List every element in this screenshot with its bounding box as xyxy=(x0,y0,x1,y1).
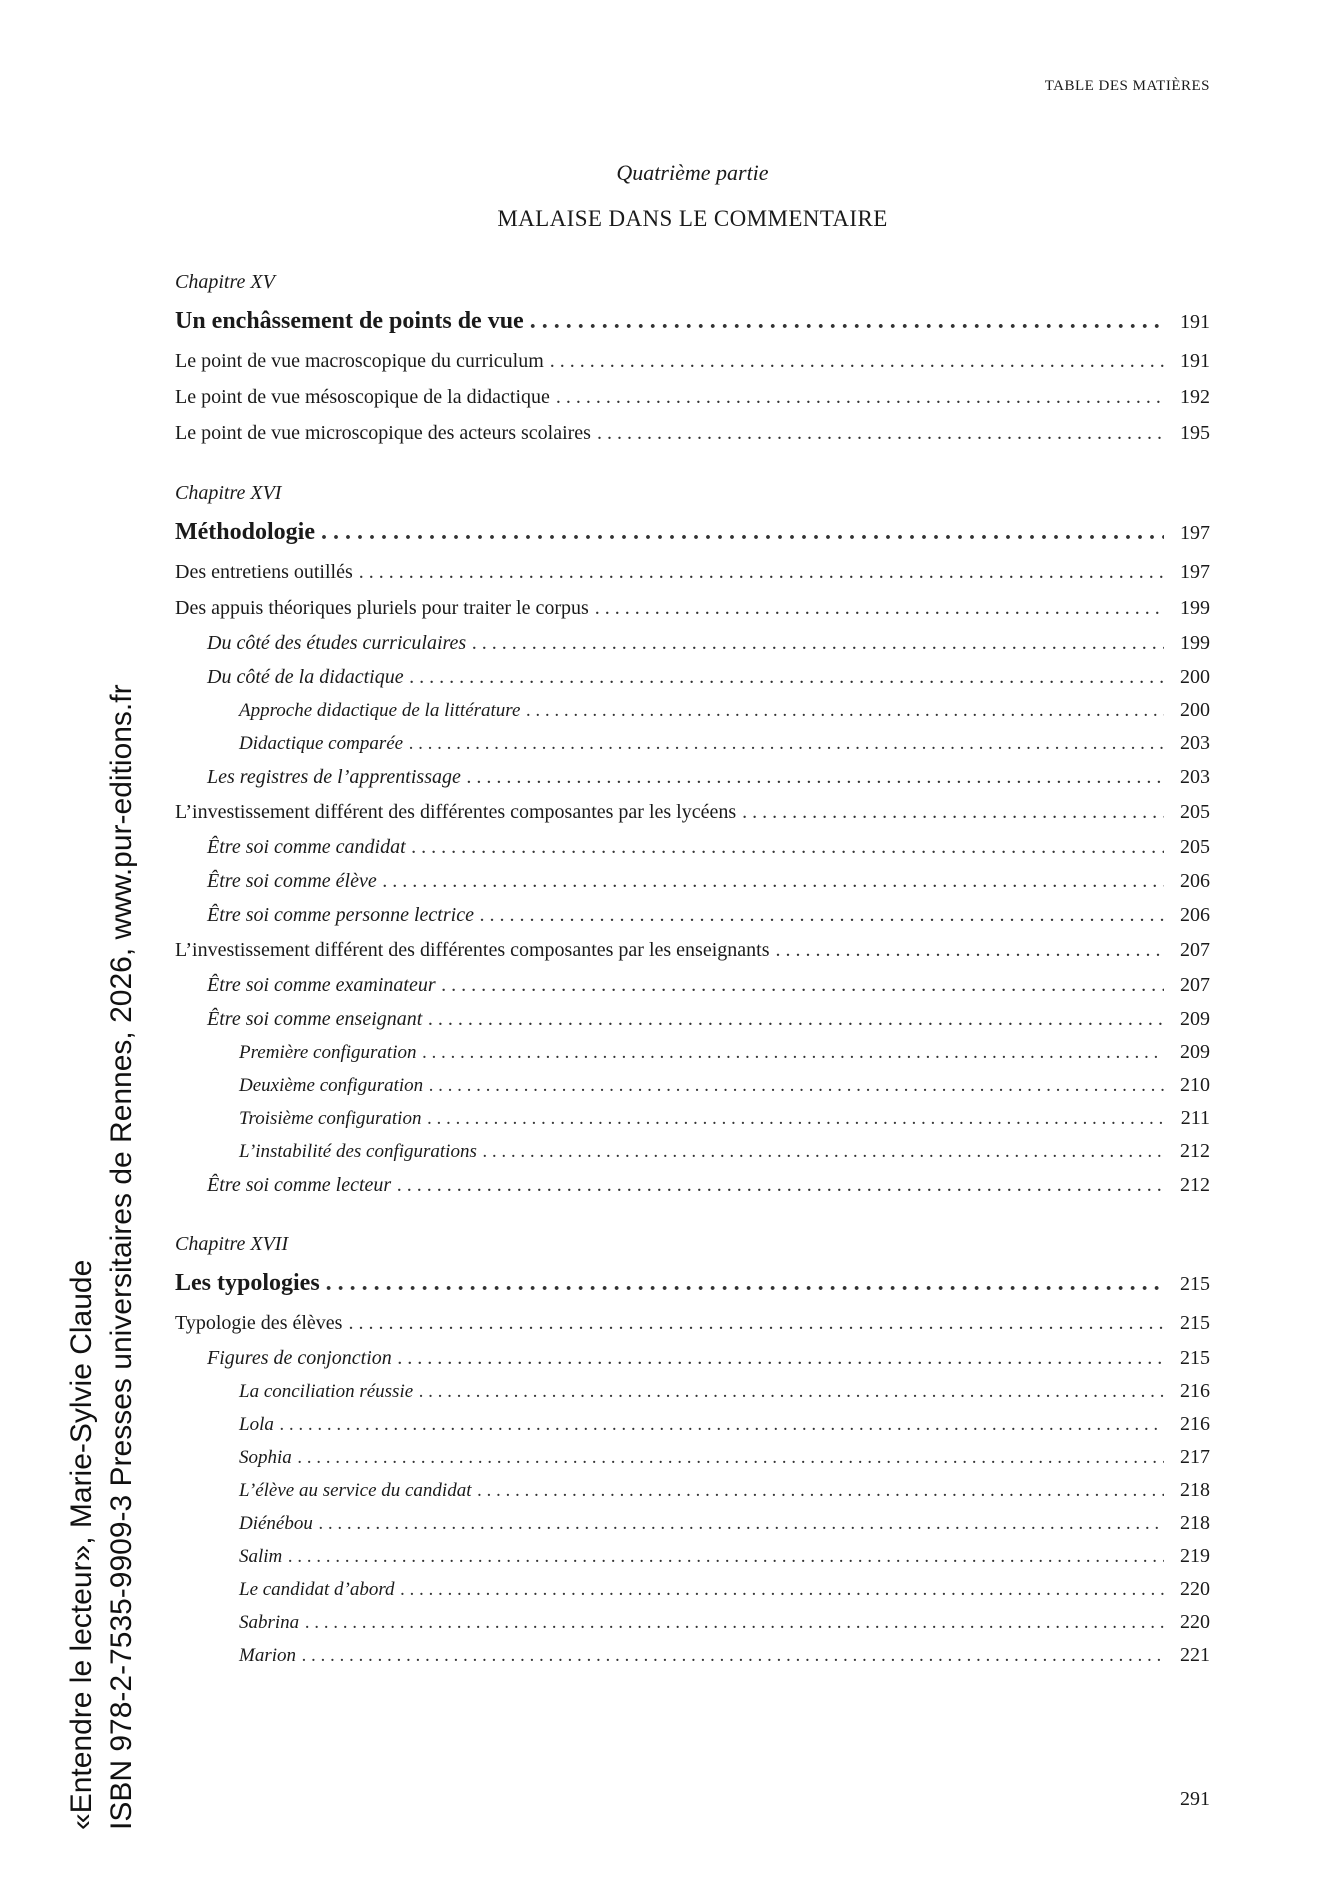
toc-entry xyxy=(175,1341,1210,1375)
dot-leader xyxy=(472,626,1164,660)
toc-entry-page: 199 xyxy=(1180,597,1210,619)
toc-entry-title: Les typologies xyxy=(175,1270,320,1296)
toc-entry-page: 203 xyxy=(1180,732,1210,754)
chapter-title-entry xyxy=(175,300,1210,343)
toc-entry xyxy=(175,1540,1210,1573)
toc-entry xyxy=(175,1135,1210,1168)
page-number: 291 xyxy=(1180,1788,1210,1810)
dot-leader xyxy=(419,1376,1164,1408)
toc-entry-title: La conciliation réussie xyxy=(239,1381,414,1402)
toc-entry-title: Du côté des études curriculaires xyxy=(207,632,467,654)
toc-entry-page: 206 xyxy=(1180,870,1210,892)
dot-leader xyxy=(412,830,1164,864)
toc-entry-page: 197 xyxy=(1180,561,1210,583)
toc-entry-page: 197 xyxy=(1180,522,1210,544)
toc-entry-title: L’instabilité des configurations xyxy=(239,1141,477,1162)
toc-entry xyxy=(175,1036,1210,1069)
toc-entry-title: Typologie des élèves xyxy=(175,1312,343,1334)
dot-leader xyxy=(427,1103,1164,1135)
dot-leader xyxy=(326,1262,1164,1304)
toc-entry-title: Didactique comparée xyxy=(239,733,404,754)
toc-entry-page: 215 xyxy=(1180,1273,1210,1295)
toc-entry-title: Des entretiens outillés xyxy=(175,561,353,583)
toc-entry-page: 218 xyxy=(1180,1479,1210,1501)
toc-entry-page: 210 xyxy=(1180,1074,1210,1096)
chapter-section xyxy=(175,1230,1210,1672)
dot-leader xyxy=(397,1168,1164,1202)
dot-leader xyxy=(429,1070,1164,1102)
dot-leader xyxy=(478,1475,1165,1507)
dot-leader xyxy=(298,1442,1164,1474)
table-of-contents xyxy=(175,268,1210,1700)
toc-entry xyxy=(175,590,1210,626)
chapter-title-entry xyxy=(175,511,1210,554)
toc-entry-title: Être soi comme élève xyxy=(207,870,377,892)
toc-entry-page: 205 xyxy=(1180,801,1210,823)
toc-entry-page: 212 xyxy=(1180,1174,1210,1196)
toc-entry xyxy=(175,727,1210,760)
toc-entry-title: Les registres de l’apprentissage xyxy=(207,766,461,788)
toc-entry-page: 206 xyxy=(1180,904,1210,926)
copyright-watermark xyxy=(62,684,142,1830)
toc-entry-page: 215 xyxy=(1180,1347,1210,1369)
toc-entry-page: 219 xyxy=(1180,1545,1210,1567)
dot-leader xyxy=(550,343,1164,379)
toc-entry-page: 192 xyxy=(1180,386,1210,408)
toc-entry-page: 211 xyxy=(1180,1107,1210,1129)
dot-leader xyxy=(467,760,1164,794)
dot-leader xyxy=(530,300,1164,342)
chapter-label: Chapitre XVII xyxy=(175,1233,289,1255)
dot-leader xyxy=(401,1574,1164,1606)
toc-entry-title: Être soi comme examinateur xyxy=(207,974,436,996)
toc-entry-title: Sabrina xyxy=(239,1612,300,1633)
part-title: MALAISE DANS LE COMMENTAIRE xyxy=(497,206,888,231)
toc-entry-title: Le point de vue microscopique des acteurs scolaires xyxy=(175,422,591,444)
toc-entry xyxy=(175,694,1210,727)
toc-entry xyxy=(175,830,1210,864)
toc-entry xyxy=(175,379,1210,415)
dot-leader xyxy=(305,1607,1164,1639)
toc-entry xyxy=(175,1102,1210,1135)
dot-leader xyxy=(348,1305,1164,1341)
toc-entry-title: Un enchâssement de points de vue xyxy=(175,308,524,334)
toc-entry-title: Première configuration xyxy=(239,1042,417,1063)
toc-entry-title: Figures de conjonction xyxy=(207,1347,392,1369)
toc-entry xyxy=(175,1507,1210,1540)
toc-entry-page: 220 xyxy=(1180,1578,1210,1600)
toc-entry xyxy=(175,898,1210,932)
toc-entry-page: 199 xyxy=(1180,632,1210,654)
toc-entry-title: Troisième configuration xyxy=(239,1108,422,1129)
toc-entry xyxy=(175,415,1210,451)
part-label: Quatrième partie xyxy=(616,160,769,185)
toc-entry xyxy=(175,660,1210,694)
dot-leader xyxy=(398,1341,1164,1375)
dot-leader xyxy=(319,1508,1164,1540)
toc-entry-page: 221 xyxy=(1180,1644,1210,1666)
dot-leader xyxy=(428,1002,1164,1036)
toc-entry-title: Approche didactique de la littérature xyxy=(239,700,521,721)
toc-entry-title: Le candidat d’abord xyxy=(239,1579,395,1600)
toc-entry-page: 203 xyxy=(1180,766,1210,788)
toc-entry xyxy=(175,1069,1210,1102)
dot-leader xyxy=(280,1409,1164,1441)
toc-entry xyxy=(175,1573,1210,1606)
toc-entry-page: 212 xyxy=(1180,1140,1210,1162)
toc-entry xyxy=(175,864,1210,898)
toc-entry xyxy=(175,1305,1210,1341)
dot-leader xyxy=(383,864,1164,898)
toc-entry xyxy=(175,343,1210,379)
dot-leader xyxy=(409,728,1164,760)
dot-leader xyxy=(359,554,1164,590)
toc-entry-title: Marion xyxy=(239,1645,296,1666)
toc-entry-page: 200 xyxy=(1180,666,1210,688)
toc-entry xyxy=(175,932,1210,968)
toc-entry-title: Être soi comme candidat xyxy=(207,836,406,858)
toc-entry xyxy=(175,1408,1210,1441)
chapter-section xyxy=(175,268,1210,451)
toc-entry-page: 216 xyxy=(1180,1380,1210,1402)
toc-entry xyxy=(175,1441,1210,1474)
chapter-title-entry xyxy=(175,1262,1210,1305)
toc-entry xyxy=(175,760,1210,794)
dot-leader xyxy=(556,379,1164,415)
dot-leader xyxy=(483,1136,1164,1168)
dot-leader xyxy=(321,511,1164,553)
dot-leader xyxy=(410,660,1164,694)
toc-entry-title: Le point de vue macroscopique du curriculum xyxy=(175,350,544,372)
toc-entry-title: Lola xyxy=(239,1414,274,1435)
dot-leader xyxy=(742,794,1164,830)
chapter-section xyxy=(175,479,1210,1202)
toc-entry-page: 209 xyxy=(1180,1008,1210,1030)
toc-entry-page: 195 xyxy=(1180,422,1210,444)
running-header: TABLE DES MATIÈRES xyxy=(1044,78,1210,94)
chapter-label: Chapitre XV xyxy=(175,271,275,293)
dot-leader xyxy=(775,932,1164,968)
toc-entry-page: 217 xyxy=(1180,1446,1210,1468)
toc-entry-page: 207 xyxy=(1180,939,1210,961)
toc-entry-page: 200 xyxy=(1180,699,1210,721)
toc-entry xyxy=(175,1002,1210,1036)
toc-entry xyxy=(175,1474,1210,1507)
toc-entry-page: 191 xyxy=(1180,311,1210,333)
part-heading xyxy=(175,158,1210,236)
toc-entry-page: 216 xyxy=(1180,1413,1210,1435)
toc-entry xyxy=(175,554,1210,590)
dot-leader xyxy=(422,1037,1164,1069)
watermark-line-1: «Entendre le lecteur», Marie-Sylvie Claude xyxy=(65,1259,98,1830)
dot-leader xyxy=(595,590,1164,626)
toc-entry-title: Sophia xyxy=(239,1447,292,1468)
toc-entry-page: 209 xyxy=(1180,1041,1210,1063)
toc-entry-title: L’investissement différent des différentes composantes par les lycéens xyxy=(175,801,737,823)
toc-entry-title: Être soi comme enseignant xyxy=(207,1008,423,1030)
toc-entry xyxy=(175,794,1210,830)
toc-entry-title: L’élève au service du candidat xyxy=(239,1480,472,1501)
toc-entry-page: 218 xyxy=(1180,1512,1210,1534)
toc-entry xyxy=(175,1375,1210,1408)
dot-leader xyxy=(288,1541,1164,1573)
toc-entry xyxy=(175,626,1210,660)
toc-entry-title: Le point de vue mésoscopique de la didactique xyxy=(175,386,550,408)
toc-entry-title: Diénébou xyxy=(239,1513,313,1534)
toc-entry-page: 220 xyxy=(1180,1611,1210,1633)
toc-entry-title: Salim xyxy=(239,1546,283,1567)
dot-leader xyxy=(442,968,1164,1002)
watermark-line-2: ISBN 978-2-7535-9909-3 Presses universitaires de Rennes, 2026, www.pur-editions.fr xyxy=(105,684,138,1830)
toc-entry xyxy=(175,1639,1210,1672)
toc-entry-title: Des appuis théoriques pluriels pour traiter le corpus xyxy=(175,597,589,619)
toc-entry-title: Être soi comme lecteur xyxy=(207,1174,392,1196)
chapter-label: Chapitre XVI xyxy=(175,482,282,504)
toc-entry-page: 215 xyxy=(1180,1312,1210,1334)
dot-leader xyxy=(597,415,1164,451)
toc-entry-title: Deuxième configuration xyxy=(239,1075,424,1096)
toc-entry-title: Du côté de la didactique xyxy=(207,666,404,688)
toc-entry-title: Méthodologie xyxy=(175,519,315,545)
toc-entry xyxy=(175,1168,1210,1202)
toc-entry xyxy=(175,968,1210,1002)
toc-entry-page: 191 xyxy=(1180,350,1210,372)
toc-entry-page: 207 xyxy=(1180,974,1210,996)
dot-leader xyxy=(526,695,1164,727)
toc-entry-page: 205 xyxy=(1180,836,1210,858)
toc-entry-title: L’investissement différent des différentes composantes par les enseignants xyxy=(175,939,770,961)
toc-entry xyxy=(175,1606,1210,1639)
dot-leader xyxy=(480,898,1164,932)
dot-leader xyxy=(302,1640,1164,1672)
toc-entry-title: Être soi comme personne lectrice xyxy=(207,904,474,926)
